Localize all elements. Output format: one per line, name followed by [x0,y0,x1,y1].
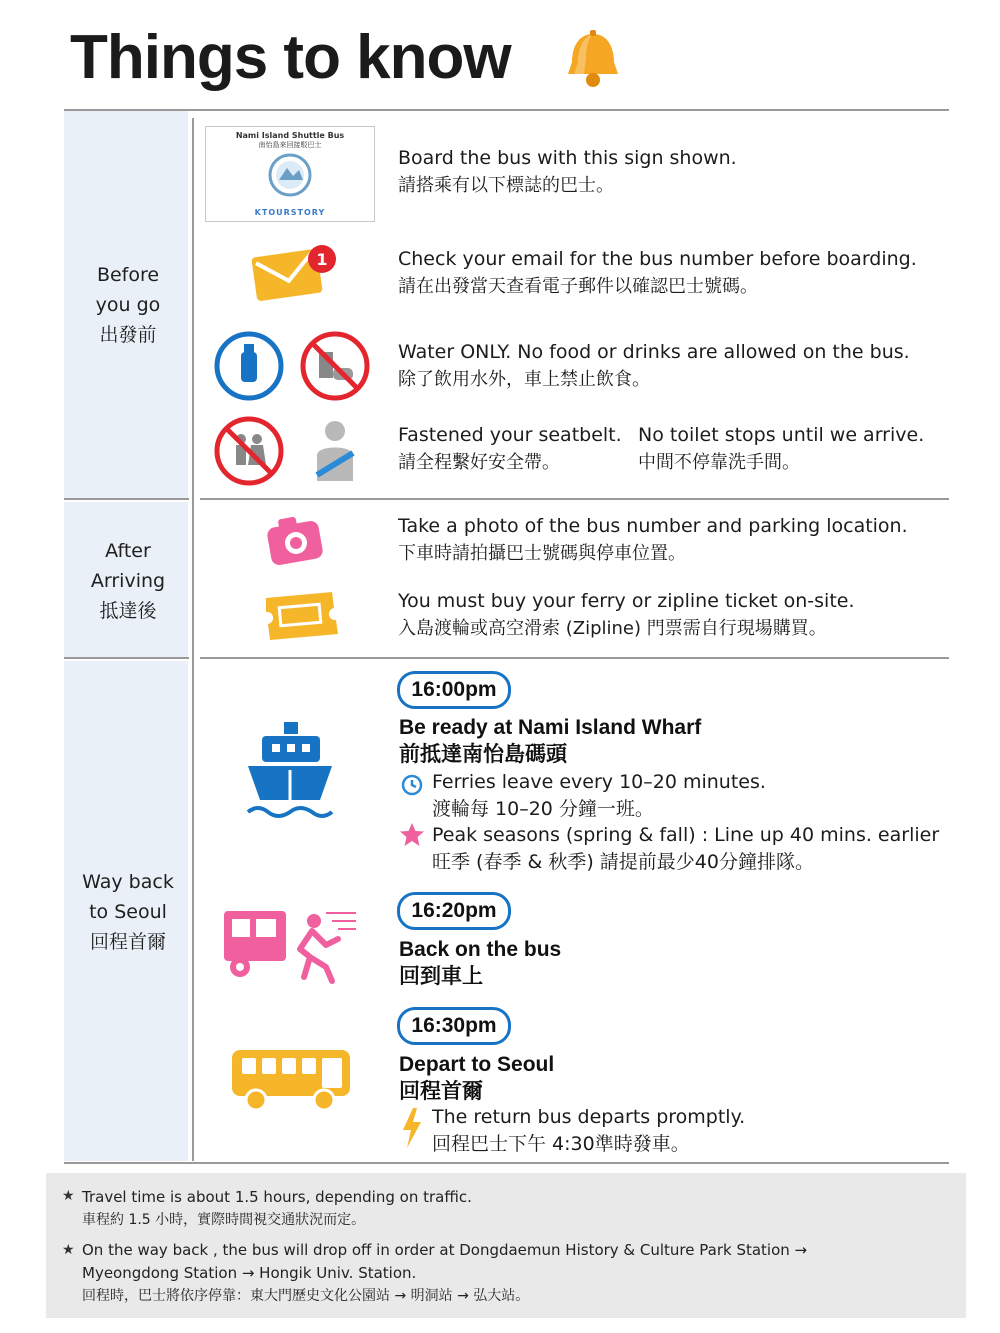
ferry-icon [244,720,336,820]
footnote-travel-time: Travel time is about 1.5 hours, depending on traffic. 車程約 1.5 小時，實際時間視交通狀況而定。 [82,1188,472,1228]
clock-icon [400,773,424,797]
seatbelt-toilet-icons [213,415,373,487]
section-divider-left [64,498,189,500]
column-divider [192,118,194,1161]
time-badge-1600: 16:00pm [397,671,511,709]
section-divider-left [64,657,189,659]
shuttle-bus-sign: Nami Island Shuttle Bus 南怡島來回接駁巴士 KTOURSTORY [205,126,375,222]
timeline-heading-back-on-bus: Back on the bus [399,938,562,961]
bell-icon [560,28,626,94]
timeline-heading-depart-zh: 回程首爾 [399,1080,483,1103]
time-badge-1630: 16:30pm [397,1007,511,1045]
timeline-heading-wharf-zh: 前抵達南怡島碼頭 [399,743,567,766]
note-ferry-frequency: Ferries leave every 10–20 minutes. 渡輪每 10–20 分鐘一班。 [432,771,766,820]
table-top-divider [64,109,949,111]
camera-icon [266,512,326,566]
star-icon [399,822,425,848]
rule-photo-bus-number: Take a photo of the bus number and parking location. 下車時請拍攝巴士號碼與停車位置。 [398,515,908,564]
lightning-icon [401,1106,423,1150]
section-divider [200,498,949,500]
rule-board-bus: Board the bus with this sign shown. 請搭乘有以下標誌的巴士。 [398,147,737,196]
page-title: Things to know [70,23,511,92]
note-departs-promptly: The return bus departs promptly. 回程巴士下午 4:30準時發車。 [432,1106,746,1155]
svg-text:1: 1 [316,250,328,269]
timeline-heading-depart: Depart to Seoul [399,1053,555,1076]
note-peak-seasons: Peak seasons (spring & fall) : Line up 40 mins. earlier 旺季 (春季 & 秋季) 請提前最少40分鐘排隊。 [432,824,940,873]
rule-buy-ticket-onsite: You must buy your ferry or zipline ticket on-site. 入島渡輪或高空滑索 (Zipline) 門票需自行現場購買。 [398,590,855,639]
section-label-after: After Arriving 抵達後 [90,540,166,622]
ticket-icon [258,588,340,642]
section-label-before: Before you go 出發前 [95,264,161,346]
email-icon [250,243,340,305]
nami-island-logo-icon [265,152,315,198]
table-bottom-divider [64,1162,949,1164]
footnote-marker: ★ [62,1242,75,1258]
rule-seatbelt: Fastened your seatbelt. 請全程繫好安全帶。 [398,424,622,473]
water-only-icons [213,330,373,402]
bus-icon [228,1046,356,1114]
section-divider [200,657,949,659]
section-label-wayback: Way back to Seoul 回程首爾 [82,871,174,953]
rule-check-email: Check your email for the bus number before boarding. 請在出發當天查看電子郵件以確認巴士號碼。 [398,248,917,297]
back-on-bus-icon [222,905,362,989]
time-badge-1620: 16:20pm [397,892,511,930]
footnote-marker: ★ [62,1188,75,1204]
rule-water-only: Water ONLY. No food or drinks are allowed on the bus. 除了飲用水外，車上禁止飲食。 [398,341,910,390]
timeline-heading-wharf: Be ready at Nami Island Wharf [399,716,702,739]
rule-no-toilet-stops: No toilet stops until we arrive. 中間不停靠洗手間。 [638,424,925,473]
timeline-heading-back-on-bus-zh: 回到車上 [399,965,483,988]
footnote-drop-off-order: On the way back , the bus will drop off in order at Dongdaemun History & Culture Park Station → Myeongdong Station → Hongik Univ. Station. 回程時，巴士將依序停靠：東大門歷史文化公園站 → 明洞站 → 弘大站。 [82,1241,808,1304]
